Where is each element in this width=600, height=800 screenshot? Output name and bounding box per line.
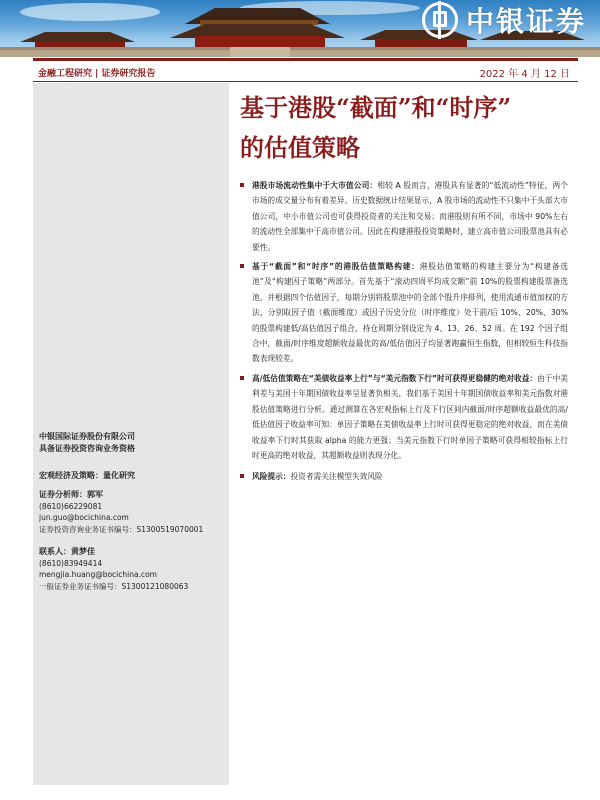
analyst-name: 证券分析师：郭军 <box>39 490 103 499</box>
org-qualification: 具备证券投资咨询业务资格 <box>39 443 135 453</box>
strategy-block <box>39 470 135 482</box>
bullet-text: 由于中美利差与美国十年期国债收益率呈显著负相关，我们基于美国十年期国债收益率和美元指数对港股估值策略进行分析。通过测算在各宏观指标上行及下行区间内截面/时序超额收益最优的高/低估值因子收益率可知：单因子策略在美债收益率上行时可获得更稳定的绝对收益，而在美债收益率下行时其获取 alpha 的能力更强；当美元指数下行时单因子策略可获得相较指标上行时更高的绝对收益，其超额收益则表现分化。 <box>252 373 568 460</box>
bullet-text: 相较 A 股而言，港股具有显著的“低流动性”特征，两个市场的成交量分布有着差异。历史数据统计结果显示，A 股市场的流动性不只集中于头部大市值公司，中小市值公司也可获得投资者的关注和交易；而港股则有所不同，市场中 90%左右的流动性全部集中于高市值公司。因此在构建港股投资策略时，建立高市值公司股票池具有必要性。 <box>252 181 568 252</box>
brand-logo-text: 中银证券 <box>465 5 586 38</box>
analyst-email[interactable]: jun.guo@bocichina.com <box>39 513 129 522</box>
analyst-phone: (8610)66229081 <box>39 501 103 511</box>
bullet-lead: 风险提示： <box>252 472 291 482</box>
bullet-lead: 港股市场流动性集中于大市值公司： <box>252 181 378 190</box>
report-title <box>240 88 511 168</box>
contact-block <box>39 546 188 592</box>
summary-bullet-risk <box>238 469 568 484</box>
header-rule <box>33 58 578 61</box>
org-name: 中银国际证券股份有限公司 <box>39 432 135 441</box>
report-date: 2022 年 4 月 12 日 <box>479 69 570 80</box>
contact-name: 联系人：黄梦佳 <box>39 547 95 556</box>
contact-cert: 一般证券业务证书编号：S1300121080063 <box>39 581 189 591</box>
summary-bullet-strategy <box>238 259 568 367</box>
header-divider <box>33 81 578 82</box>
bullet-lead: 高/低估值策略在“美债收益率上行”与“美元指数下行”时可获得更稳健的绝对收益： <box>252 373 538 383</box>
contact-email[interactable]: mengjia.huang@bocichina.com <box>39 570 157 579</box>
analyst-block <box>39 489 203 535</box>
bullet-text: 港股估值策略的构建主要分为“构建备选池”及“构建因子策略”两部分。首先基于“滚动四周平均成交额”前 10%的股票构建股票备选池，并根据四个估值因子，每期分别将股票池中的全部个股升序排列，使用流通市值加权的方法，分别取因子值（截面维度）或因子历史分位（时序维度）处于前/后 10%、20%、30%的股票构建低/高估值因子组合，持仓周期分别设定为 4、13、26、52 周。在 192 个因子组合中，截面/时序维度超额收益最优的高/低估值因子均显著跑赢恒生指数，但相较恒生科技指数表现较差。 <box>252 262 569 364</box>
contact-phone: (8610)83949414 <box>39 558 103 568</box>
title-line-1: 基于港股“截面”和“时序” <box>240 93 512 122</box>
title-line-2: 的估值策略 <box>240 133 360 162</box>
bullet-lead: 基于“截面”和“时序”的港股估值策略构建： <box>252 262 420 272</box>
summary-bullet-liquidity <box>238 178 568 255</box>
category-label: 金融工程研究 <box>38 69 93 79</box>
report-category <box>38 66 155 79</box>
analyst-cert: 证券投资咨询业务证书编号：S1300519070001 <box>39 524 204 534</box>
sidebar <box>33 83 229 785</box>
header-banner <box>0 0 600 57</box>
organization-block <box>39 431 135 454</box>
bank-logo-icon <box>422 2 458 38</box>
summary-bullet-macro <box>238 371 568 463</box>
brand-logo <box>422 0 586 40</box>
category-separator: | <box>95 69 99 79</box>
bullet-text: 投资者需关注模型失效风险 <box>290 472 383 482</box>
summary-content <box>238 178 568 485</box>
strategy-label: 宏观经济及策略：量化研究 <box>39 471 135 480</box>
report-type-label: 证券研究报告 <box>101 69 156 79</box>
